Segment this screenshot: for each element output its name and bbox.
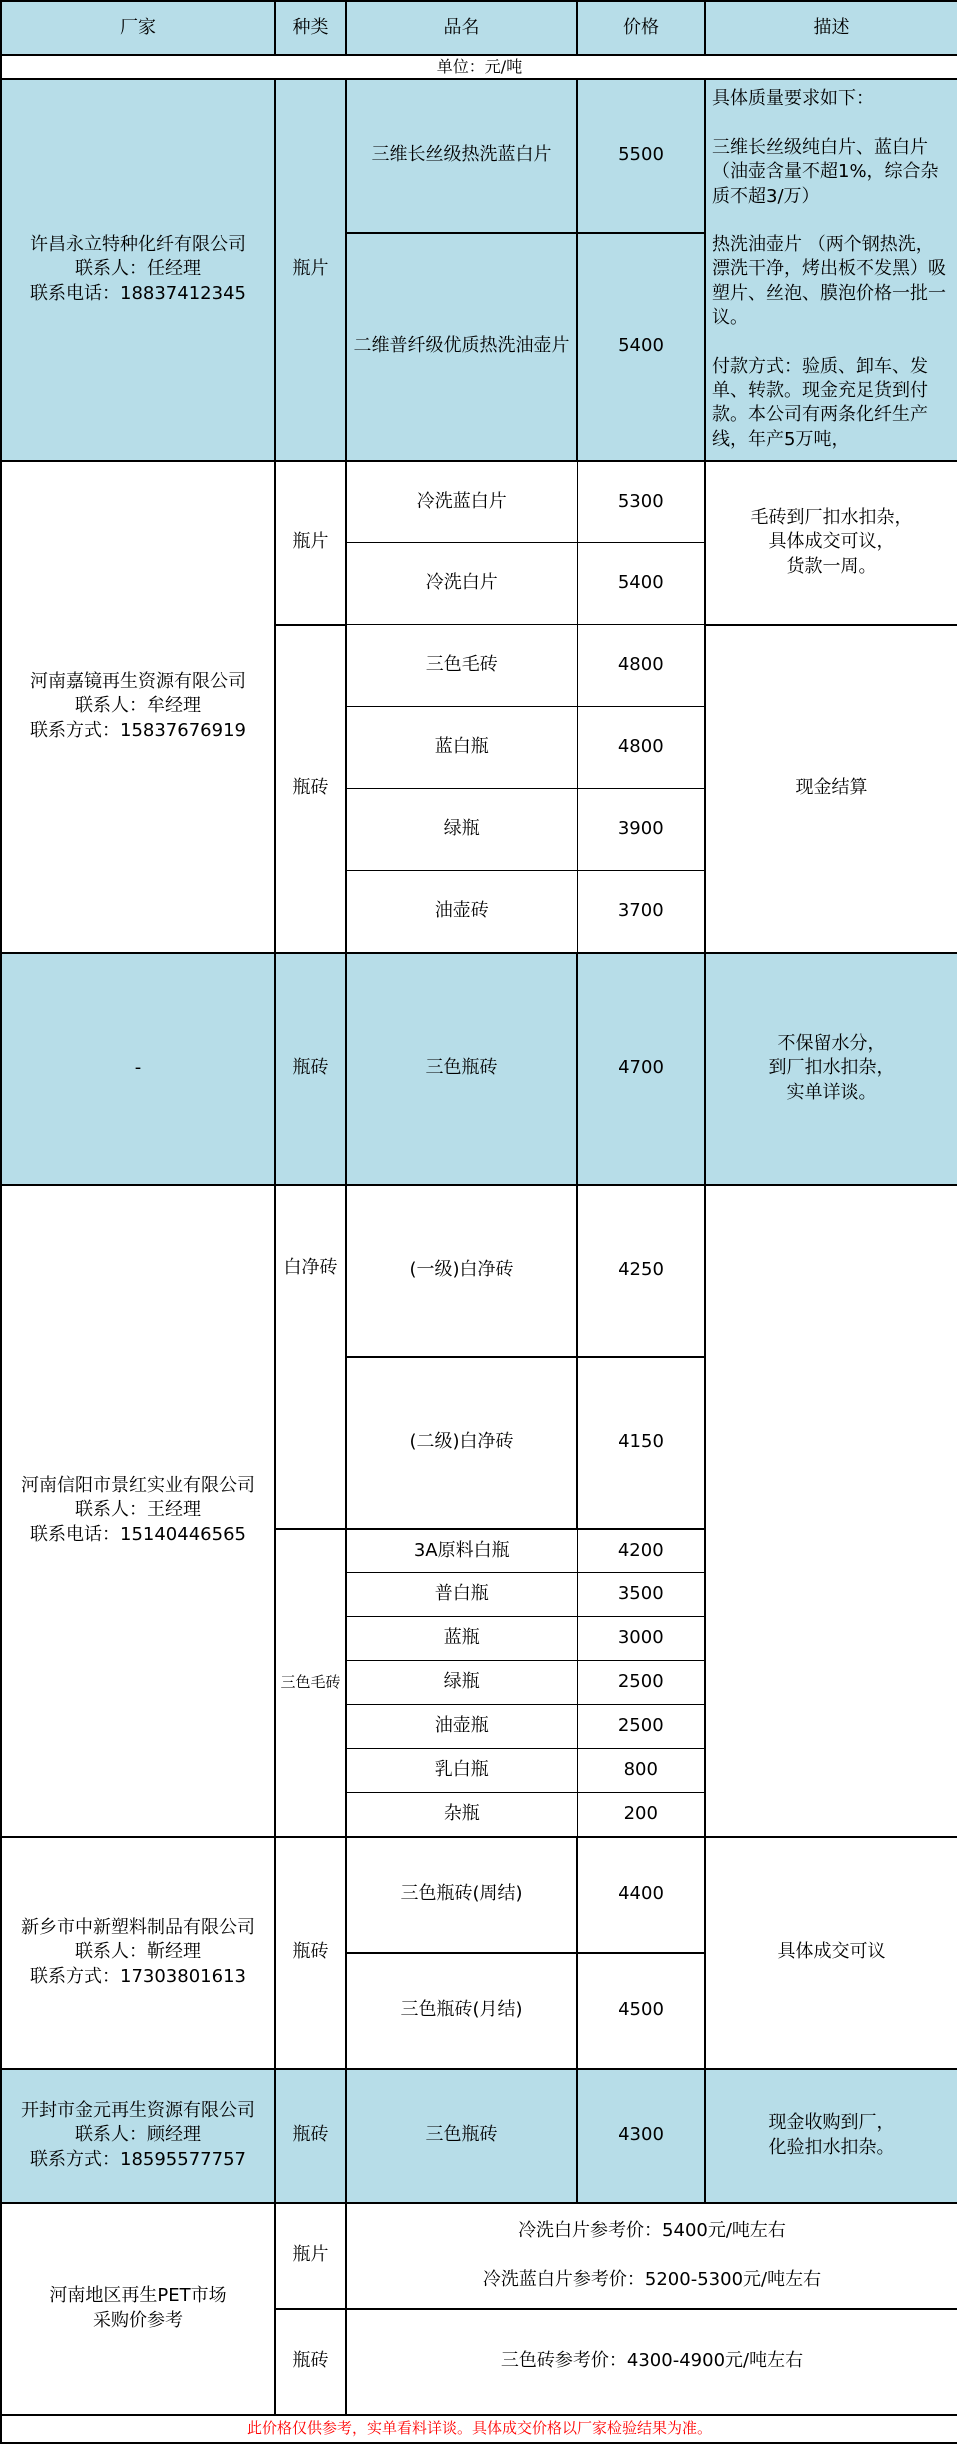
unit-label: 单位：元/吨 xyxy=(1,55,957,79)
description-cell xyxy=(705,2069,957,2203)
description-cell xyxy=(705,953,957,1185)
desc-line: 付款方式：验质、卸车、发单、转款。现金充足货到付款。本公司有两条化纤生产线，年产5万吨， xyxy=(712,355,928,450)
description-cell: 现金结算 xyxy=(705,625,957,953)
product-price: 5400 xyxy=(577,233,705,461)
desc-line xyxy=(712,209,951,233)
product-price: 4300 xyxy=(577,2069,705,2203)
factory-cell-anon: - xyxy=(1,953,275,1185)
category-cell: 瓶片 xyxy=(275,79,346,461)
product-name: 油壶瓶 xyxy=(346,1705,577,1749)
factory-name: 新乡市中新塑料制品有限公司 xyxy=(21,1917,255,1939)
desc-line: 具体成交可议， xyxy=(768,531,895,553)
factory-cell-zhongxin xyxy=(1,1837,275,2069)
factory-cell-jinyuan xyxy=(1,2069,275,2203)
product-price: 2500 xyxy=(577,1705,705,1749)
description-cell: 具体成交可议 xyxy=(705,1837,957,2069)
product-price: 4700 xyxy=(577,953,705,1185)
factory-contact: 联系人：顾经理 xyxy=(75,2124,201,2146)
product-price: 5500 xyxy=(577,79,705,233)
product-price: 3000 xyxy=(577,1617,705,1661)
product-name: 绿瓶 xyxy=(346,1661,577,1705)
product-name: 油壶砖 xyxy=(346,871,577,953)
category-cell: 白净砖 xyxy=(275,1185,346,1529)
market-cell xyxy=(1,2203,275,2415)
description-cell xyxy=(705,79,957,461)
product-name: 蓝白瓶 xyxy=(346,707,577,789)
product-name: 普白瓶 xyxy=(346,1573,577,1617)
product-name: 杂瓶 xyxy=(346,1793,577,1837)
product-price: 3700 xyxy=(577,871,705,953)
table-row xyxy=(1,1185,957,1357)
category-cell: 瓶砖 xyxy=(275,2069,346,2203)
header-row xyxy=(1,1,957,55)
table-row xyxy=(1,953,957,1185)
col-price-header: 价格 xyxy=(577,1,705,55)
product-name: 三色瓶砖(月结) xyxy=(346,1953,577,2069)
product-name: (二级)白净砖 xyxy=(346,1357,577,1529)
col-desc-header: 描述 xyxy=(705,1,957,55)
desc-line: 热洗油壶片 （两个钢热洗，漂洗干净，烤出板不发黑）吸塑片、丝泡、膜泡价格一批一议。 xyxy=(712,234,946,329)
product-price: 3500 xyxy=(577,1573,705,1617)
product-price: 800 xyxy=(577,1749,705,1793)
product-name: (一级)白净砖 xyxy=(346,1185,577,1357)
category-cell: 三色毛砖 xyxy=(275,1529,346,1837)
product-price: 2500 xyxy=(577,1661,705,1705)
desc-line: 三维长丝级纯白片、蓝白片（油壶含量不超1%，综合杂质不超3/万） xyxy=(712,136,939,207)
factory-name: 河南嘉镜再生资源有限公司 xyxy=(30,671,246,693)
factory-phone: 联系电话：15140446565 xyxy=(30,1523,246,1545)
product-name: 绿瓶 xyxy=(346,789,577,871)
product-name: 三色毛砖 xyxy=(346,625,577,707)
product-price: 3900 xyxy=(577,789,705,871)
table-row xyxy=(1,1837,957,1953)
factory-contact: 联系人：靳经理 xyxy=(75,1941,201,1963)
desc-line: 毛砖到厂扣水扣杂， xyxy=(750,507,913,529)
product-name: 3A原料白瓶 xyxy=(346,1529,577,1573)
desc-line xyxy=(712,330,951,354)
category-cell: 瓶片 xyxy=(275,461,346,625)
desc-line: 货款一周。 xyxy=(786,555,877,577)
product-price: 5400 xyxy=(577,543,705,625)
table-row xyxy=(1,461,957,543)
factory-cell-jinghong xyxy=(1,1185,275,1837)
product-price: 4800 xyxy=(577,625,705,707)
product-name: 冷洗白片 xyxy=(346,543,577,625)
factory-contact: 联系人：任经理 xyxy=(75,258,201,280)
factory-phone: 联系方式：15837676919 xyxy=(30,719,246,741)
category-cell: 瓶砖 xyxy=(275,625,346,953)
market-subtitle: 采购价参考 xyxy=(93,2309,183,2331)
col-category-header: 种类 xyxy=(275,1,346,55)
desc-line: 化验扣水扣杂。 xyxy=(768,2136,895,2158)
category-cell: 瓶砖 xyxy=(275,2309,346,2415)
desc-line: 不保留水分， xyxy=(777,1033,886,1055)
factory-cell-xuchang xyxy=(1,79,275,461)
product-price: 4200 xyxy=(577,1529,705,1573)
product-name: 三维长丝级热洗蓝白片 xyxy=(346,79,577,233)
product-price: 5300 xyxy=(577,461,705,543)
product-name: 二维普纤级优质热洗油壶片 xyxy=(346,233,577,461)
desc-line: 具体质量要求如下： xyxy=(712,88,874,110)
desc-line xyxy=(712,112,951,136)
reference-line: 冷洗蓝白片参考价：5200-5300元/吨左右 xyxy=(482,2268,822,2290)
product-price: 4800 xyxy=(577,707,705,789)
product-price: 4150 xyxy=(577,1357,705,1529)
note-row xyxy=(1,2415,957,2443)
desc-line: 实单详谈。 xyxy=(786,1081,877,1103)
category-cell: 瓶片 xyxy=(275,2203,346,2309)
disclaimer-note: 此价格仅供参考，实单看料详谈。具体成交价格以厂家检验结果为准。 xyxy=(1,2415,957,2443)
product-price: 4500 xyxy=(577,1953,705,2069)
category-cell: 瓶砖 xyxy=(275,953,346,1185)
col-product-header: 品名 xyxy=(346,1,577,55)
product-name: 冷洗蓝白片 xyxy=(346,461,577,543)
product-price: 4400 xyxy=(577,1837,705,1953)
table-row xyxy=(1,2069,957,2203)
factory-name: 河南信阳市景红实业有限公司 xyxy=(21,1475,255,1497)
table-row xyxy=(1,2203,957,2309)
product-name: 三色瓶砖(周结) xyxy=(346,1837,577,1953)
table-row xyxy=(1,79,957,233)
factory-name: 许昌永立特种化纤有限公司 xyxy=(30,234,246,256)
factory-cell-jiajing xyxy=(1,461,275,953)
reference-line: 冷洗白片参考价：5400元/吨左右 xyxy=(518,2220,786,2242)
reference-line: 三色砖参考价：4300-4900元/吨左右 xyxy=(346,2309,957,2415)
desc-line: 现金收购到厂， xyxy=(768,2112,895,2134)
desc-line: 到厂扣水扣杂， xyxy=(768,1057,895,1079)
product-name: 三色瓶砖 xyxy=(346,2069,577,2203)
description-cell xyxy=(705,461,957,625)
factory-phone: 联系方式：18595577757 xyxy=(30,2148,246,2170)
description-cell xyxy=(705,1185,957,1837)
factory-contact: 联系人：牟经理 xyxy=(75,695,201,717)
factory-phone: 联系电话：18837412345 xyxy=(30,282,246,304)
product-price: 4250 xyxy=(577,1185,705,1357)
factory-name: 开封市金元再生资源有限公司 xyxy=(21,2100,255,2122)
product-name: 乳白瓶 xyxy=(346,1749,577,1793)
product-price: 200 xyxy=(577,1793,705,1837)
col-factory-header: 厂家 xyxy=(1,1,275,55)
product-name: 三色瓶砖 xyxy=(346,953,577,1185)
category-cell: 瓶砖 xyxy=(275,1837,346,2069)
unit-row xyxy=(1,55,957,79)
product-name: 蓝瓶 xyxy=(346,1617,577,1661)
factory-contact: 联系人：王经理 xyxy=(75,1499,201,1521)
factory-phone: 联系方式：17303801613 xyxy=(30,1965,246,1987)
reference-cell xyxy=(346,2203,957,2309)
market-title: 河南地区再生PET市场 xyxy=(49,2285,227,2307)
